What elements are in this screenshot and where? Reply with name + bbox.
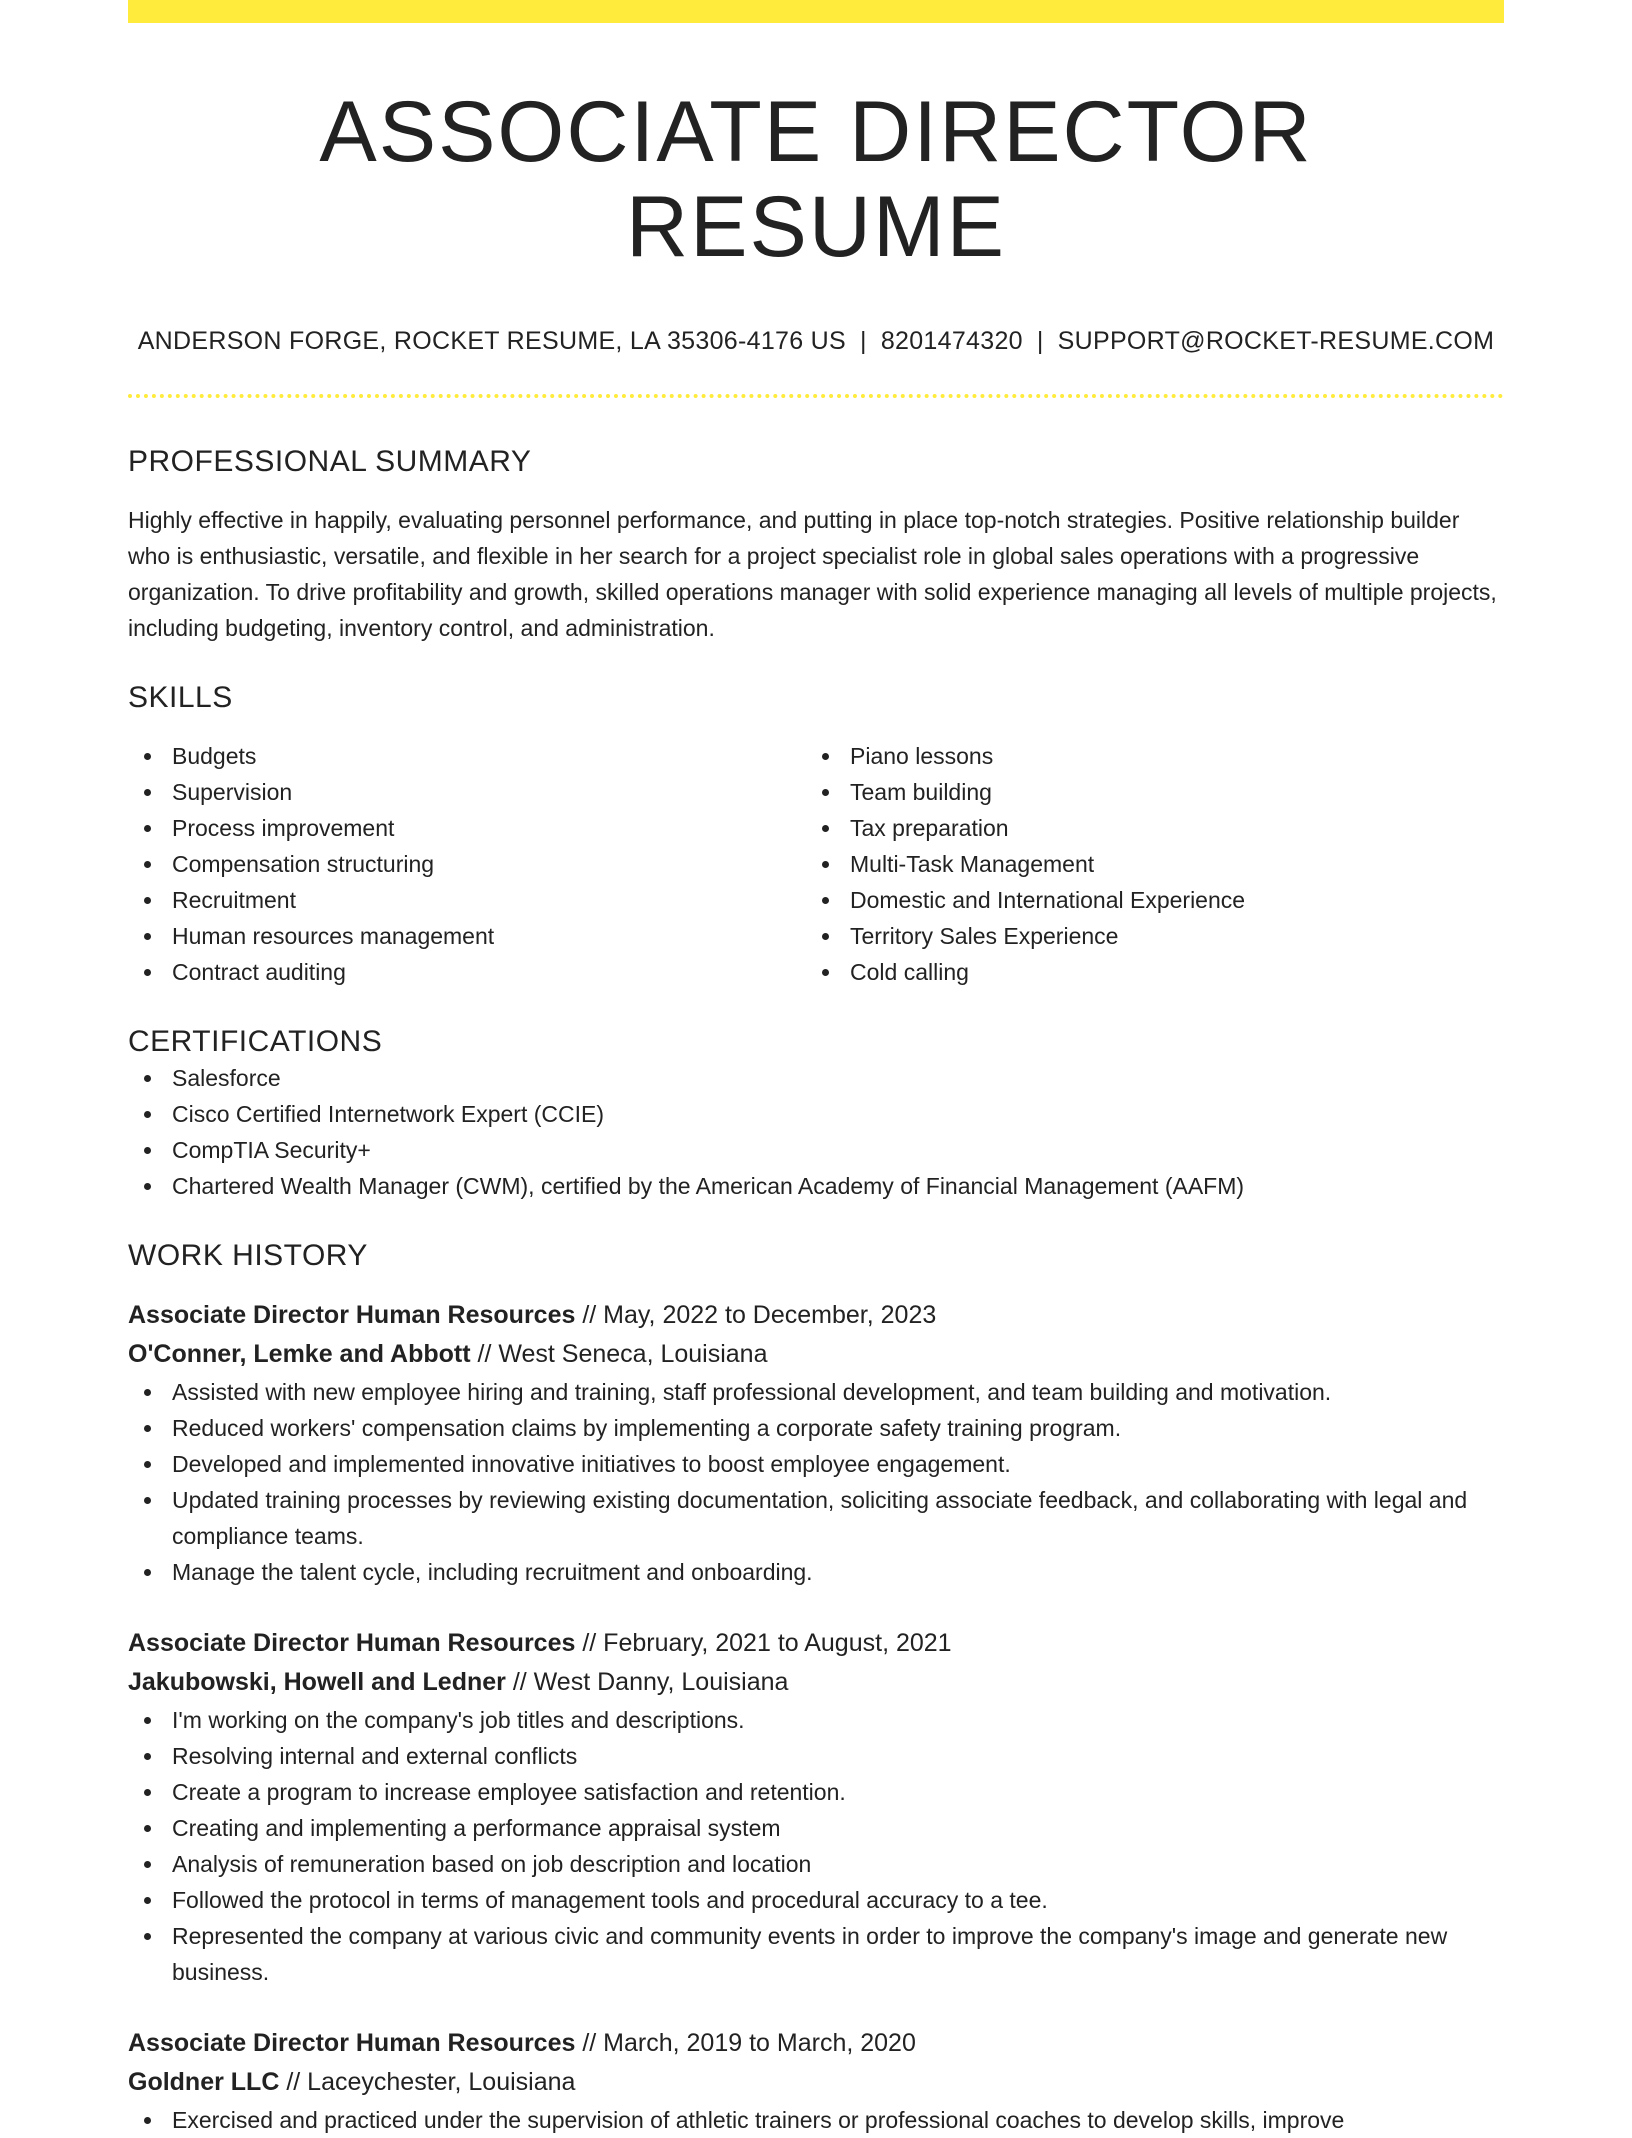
certification-item: Chartered Wealth Manager (CWM), certified by the American Academy of Financial Management (AAFM) [128,1168,1504,1204]
job-company: Goldner LLC [128,2068,280,2097]
job-duty: Assisted with new employee hiring and training, staff professional development, and team building and motivation. [128,1374,1504,1410]
skill-item: Domestic and International Experience [806,882,1484,918]
job-company-line [128,1335,1504,1374]
job-role: Associate Director Human Resources [128,1629,576,1658]
skill-item: Human resources management [128,918,806,954]
work-history-heading: WORK HISTORY [128,1239,368,1273]
job-role-line [128,1624,1504,1663]
contact-email: SUPPORT@ROCKET-RESUME.COM [1057,327,1495,356]
skill-item: Piano lessons [806,738,1484,774]
job-duties-list [128,1374,1504,1590]
skill-item: Territory Sales Experience [806,918,1484,954]
skills-heading: SKILLS [128,681,233,715]
job-location: // West Seneca, Louisiana [477,1340,768,1369]
job-location: // West Danny, Louisiana [512,1668,789,1697]
job-duty: Creating and implementing a performance appraisal system [128,1810,1504,1846]
job-location: // Laceychester, Louisiana [286,2068,576,2097]
skill-item: Tax preparation [806,810,1484,846]
skill-item: Contract auditing [128,954,806,990]
job-company-line [128,1663,1504,1702]
resume-page [128,0,1504,2138]
job-dates: // May, 2022 to December, 2023 [582,1301,937,1330]
job-duties-list [128,2102,1504,2138]
job-duty: Resolving internal and external conflicts [128,1738,1504,1774]
skills-column-right [806,738,1484,990]
job-duty: Followed the protocol in terms of management tools and procedural accuracy to a tee. [128,1882,1504,1918]
resume-title: ASSOCIATE DIRECTOR RESUME [319,84,1313,275]
certifications-heading: CERTIFICATIONS [128,1025,383,1059]
skill-item: Recruitment [128,882,806,918]
job-duty: Analysis of remuneration based on job description and location [128,1846,1504,1882]
job-company-line [128,2063,1504,2102]
skill-item: Team building [806,774,1484,810]
skills-column-left [128,738,806,990]
job-duty: Updated training processes by reviewing existing documentation, soliciting associate feedback, and collaborating with legal and compliance teams. [128,1482,1504,1554]
skills-list-right [806,738,1484,990]
job-role-line [128,1296,1504,1335]
job-duties-list [128,1702,1504,1990]
certification-item: Salesforce [128,1060,1504,1096]
skill-item: Compensation structuring [128,846,806,882]
skill-item: Supervision [128,774,806,810]
summary-text: Highly effective in happily, evaluating personnel performance, and putting in place top-notch strategies. Positive relationship builder who is enthusiastic, versatile, and flexible in her search for a project specialist role in global sales operations with a progressive organization. To drive profitability and growth, skilled operations manager with solid experience managing all levels of multiple projects, including budgeting, inventory control, and administration. [128,507,1497,642]
job-role: Associate Director Human Resources [128,1301,576,1330]
certification-item: CompTIA Security+ [128,1132,1504,1168]
summary-heading: PROFESSIONAL SUMMARY [128,445,532,479]
skill-item: Process improvement [128,810,806,846]
job-duty: Exercised and practiced under the supervision of athletic trainers or professional coaches to develop skills, improve [128,2102,1504,2138]
skill-item: Cold calling [806,954,1484,990]
job-entry [128,1296,1504,1590]
job-company: Jakubowski, Howell and Ledner [128,1668,506,1697]
contact-separator: | [1036,327,1044,356]
job-duty: Represented the company at various civic and community events in order to improve the company's image and generate new business. [128,1918,1504,1990]
job-duty: Developed and implemented innovative initiatives to boost employee engagement. [128,1446,1504,1482]
job-dates: // March, 2019 to March, 2020 [582,2029,916,2058]
job-entry [128,1624,1504,1990]
job-company: O'Conner, Lemke and Abbott [128,1340,471,1369]
contact-address: ANDERSON FORGE, ROCKET RESUME, LA 35306-4176 US [137,327,847,356]
skill-item: Budgets [128,738,806,774]
skills-grid [128,738,1504,990]
job-entry [128,2024,1504,2138]
skills-list-left [128,738,806,990]
job-duty: I'm working on the company's job titles and descriptions. [128,1702,1504,1738]
contact-separator: | [860,327,867,356]
certification-item: Cisco Certified Internetwork Expert (CCIE) [128,1096,1504,1132]
job-duty: Reduced workers' compensation claims by implementing a corporate safety training program. [128,1410,1504,1446]
job-role: Associate Director Human Resources [128,2029,576,2058]
skill-item: Multi-Task Management [806,846,1484,882]
contact-line [128,326,1504,356]
contact-phone: 8201474320 [880,327,1023,356]
job-role-line [128,2024,1504,2063]
job-duty: Create a program to increase employee satisfaction and retention. [128,1774,1504,1810]
job-duty: Manage the talent cycle, including recruitment and onboarding. [128,1554,1504,1590]
accent-top-bar [128,0,1504,23]
dotted-divider [128,394,1504,398]
certifications-list [128,1060,1504,1204]
job-dates: // February, 2021 to August, 2021 [582,1629,952,1658]
